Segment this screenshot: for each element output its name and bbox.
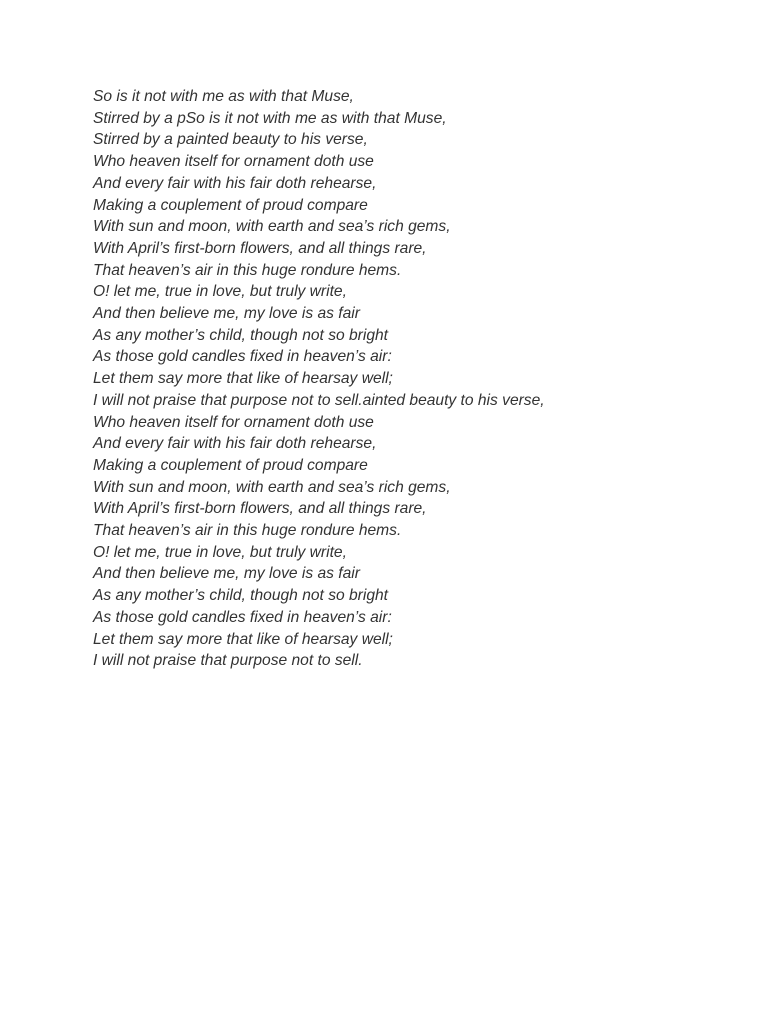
poem-line: And then believe me, my love is as fair xyxy=(93,305,360,323)
poem-line: Making a couplement of proud compare xyxy=(93,456,368,474)
poem-line: I will not praise that purpose not to sell.ainted beauty to his verse, xyxy=(93,391,545,409)
poem-line: And then believe me, my love is as fair xyxy=(93,565,360,583)
poem-line: And every fair with his fair doth rehearse, xyxy=(93,174,377,192)
poem-line: Stirred by a painted beauty to his verse, xyxy=(93,131,368,149)
poem-line: As those gold candles fixed in heaven’s air: xyxy=(93,608,392,626)
poem-line: As those gold candles fixed in heaven’s air: xyxy=(93,348,392,366)
poem-line: With April’s first-born flowers, and all things rare, xyxy=(93,239,427,257)
poem-line: As any mother’s child, though not so bright xyxy=(93,326,389,344)
poem-line: Who heaven itself for ornament doth use xyxy=(93,413,374,431)
poem-line: Making a couplement of proud compare xyxy=(93,196,368,214)
poem-line: Stirred by a pSo is it not with me as with that Muse, xyxy=(93,109,447,127)
poem-line: And every fair with his fair doth rehearse, xyxy=(93,435,377,453)
poem-line: That heaven’s air in this huge rondure hems. xyxy=(93,522,402,540)
poem-line: O! let me, true in love, but truly write, xyxy=(93,543,347,561)
poem-line: Let them say more that like of hearsay well; xyxy=(93,370,393,388)
poem-line: I will not praise that purpose not to sell. xyxy=(93,652,363,670)
poem-line: That heaven’s air in this huge rondure hems. xyxy=(93,261,402,279)
poem-line: So is it not with me as with that Muse, xyxy=(93,88,354,105)
poem-line: With April’s first-born flowers, and all things rare, xyxy=(93,500,427,518)
poem-line: Let them say more that like of hearsay well; xyxy=(93,630,393,648)
poem-text xyxy=(93,86,733,672)
poem-line: With sun and moon, with earth and sea’s rich gems, xyxy=(93,478,451,496)
poem-line: O! let me, true in love, but truly write, xyxy=(93,283,347,301)
poem-line: Who heaven itself for ornament doth use xyxy=(93,153,374,171)
poem-line: As any mother’s child, though not so bright xyxy=(93,587,389,605)
poem-line: With sun and moon, with earth and sea’s rich gems, xyxy=(93,218,451,236)
